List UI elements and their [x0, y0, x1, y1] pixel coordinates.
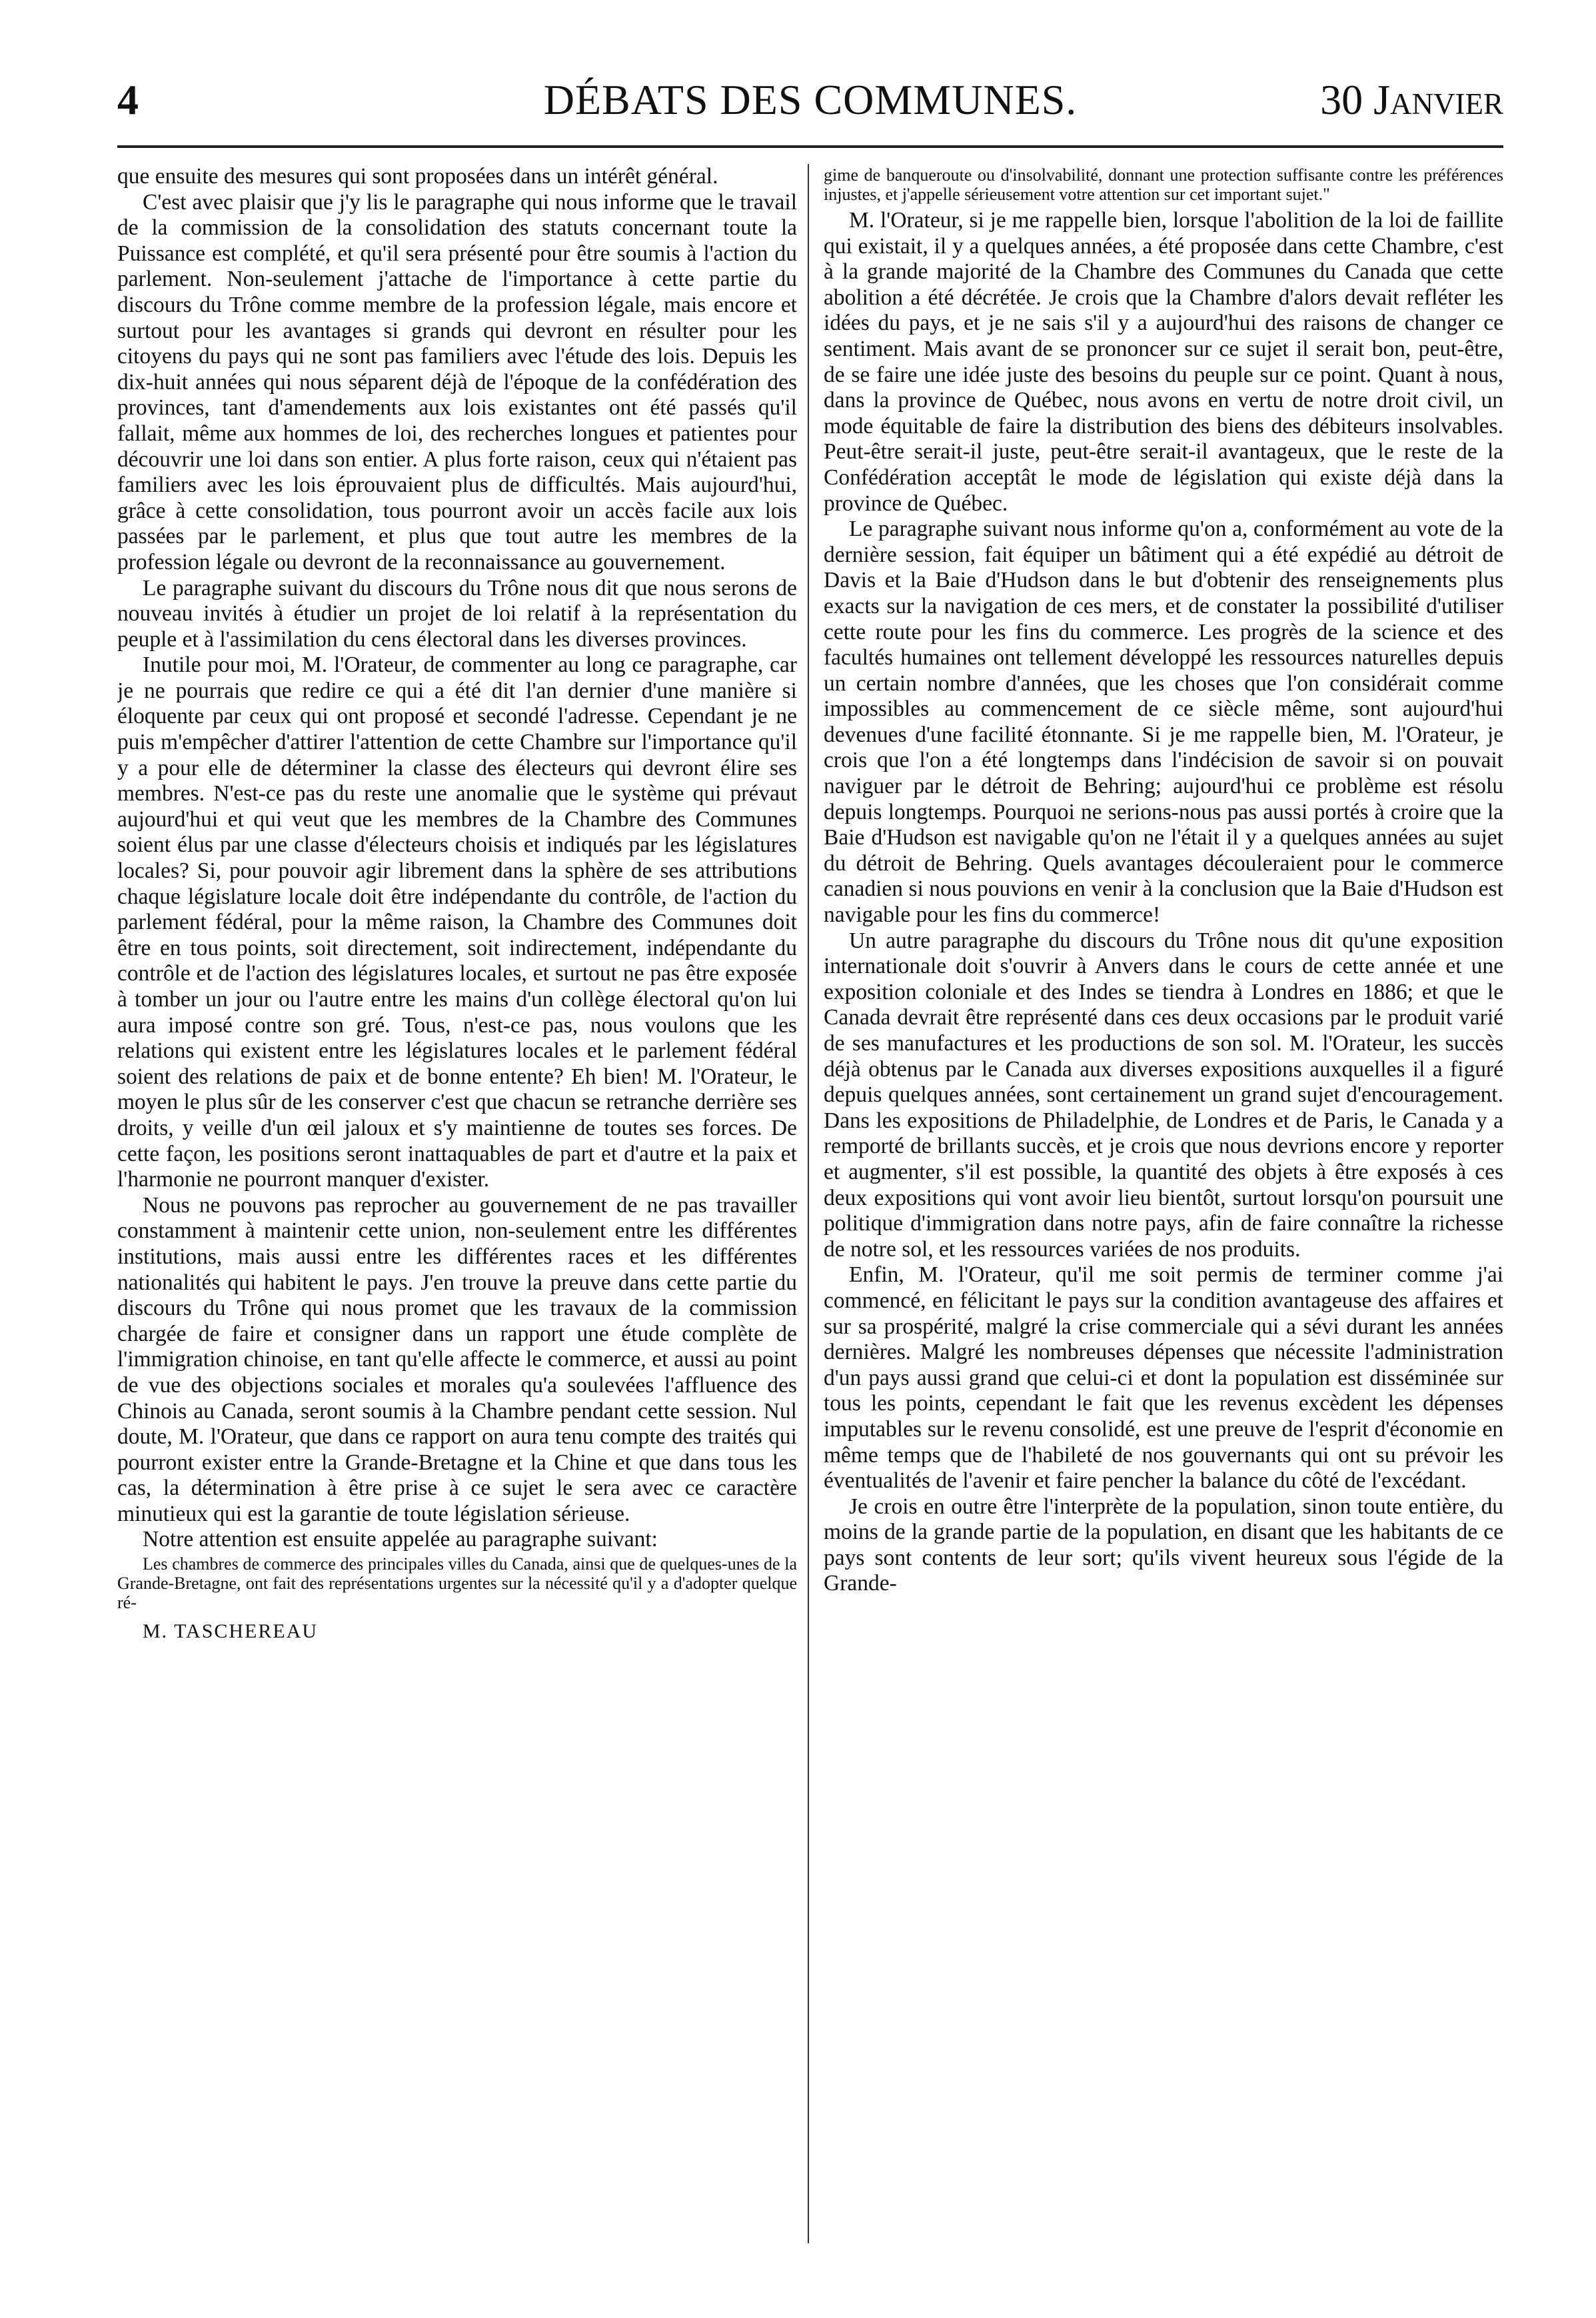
left-column	[117, 164, 797, 2270]
paragraph: que ensuite des mesures qui sont proposées dans un intérêt général.	[117, 164, 718, 189]
paragraph: Inutile pour moi, M. l'Orateur, de commenter au long ce paragraphe, car je ne pourrais que redire ce qui a été dit l'an dernier d'une manière si éloquente par ceux qui ont proposé et secondé l'adresse. Cependant je ne puis m'empêcher d'attirer l'attention de cette Chambre sur l'importance qu'il y a pour elle de déterminer la classe des électeurs qui devront élire ses membres. N'est-ce pas du reste une anomalie que le système qui prévaut aujourd'hui et qui veut que les membres de la Chambre des Communes soient élus par une classe d'électeurs choisis et indiqués par les législatures locales? Si, pour pouvoir agir librement dans la sphère de ses attributions chaque législature locale doit être indépendante du contrôle, de l'action du parlement fédéral, pour la même raison, la Chambre des Communes doit être en tous points, soit directement, soit indirectement, indépendante du contrôle et de l'action des législatures locales, et surtout ne pas être exposée à tomber un jour ou l'autre entre les mains d'un collège électoral qu'on lui aura imposé contre son gré. Tous, n'est-ce pas, nous voulons que les relations qui existent entre les législatures locales et le parlement fédéral soient des relations de paix et de bonne entente? Eh bien! M. l'Orateur, le moyen le plus sûr de les conserver c'est que chacun se retranche derrière ses droits, y veille d'un œil jaloux et s'y maintienne de toutes ses forces. De cette façon, les positions seront inattaquables de part et d'autre et la paix et l'harmonie ne pourront manquer d'exister.	[117, 652, 797, 1192]
page-header	[117, 76, 1503, 132]
right-column	[824, 164, 1503, 2270]
page-number: 4	[117, 76, 139, 123]
paragraph: Je crois en outre être l'interprète de la population, sinon toute entière, du moins de la grande partie de la population, en disant que les habitants de ce pays sont contents de leur sort; qu'ils vivent heureux sous l'égide de la Grande-	[824, 1494, 1503, 1596]
paragraph: C'est avec plaisir que j'y lis le paragraphe qui nous informe que le travail de la commission de la consolidation des statuts concernant toute la Puissance est complété, et qu'il sera présenté pour être soumis à l'action du parlement. Non-seulement j'attache de l'importance à cette partie du discours du Trône comme membre de la profession légale, mais encore et surtout pour les avantages si grands qui devront en résulter pour les citoyens du pays qui ne sont pas familiers avec l'étude des lois. Depuis les dix-huit années qui nous séparent déjà de l'époque de la confédération des provinces, tant d'amendements aux lois existantes ont été passés qu'il fallait, même aux hommes de loi, des recherches longues et patientes pour découvrir une loi dans son entier. A plus forte raison, ceux qui n'étaient pas familiers avec les lois éprouvaient plus de difficultés. Mais aujourd'hui, grâce à cette consolidation, tous pourront avoir un accès facile aux lois passées par le parlement, et plus que tout autre les membres de la profession légale ou devront de la reconnaissance au gouvernement.	[117, 189, 797, 575]
paragraph: Un autre paragraphe du discours du Trône nous dit qu'une exposition internationale doit s'ouvrir à Anvers dans le cours de cette année et une exposition coloniale et des Indes se tiendra à Londres en 1886; et que le Canada devrait être représenté dans ces deux occasions par le produit varié de ses manufactures et les productions de son sol. M. l'Orateur, les succès déjà obtenus par le Canada aux diverses expositions auxquelles il a figuré depuis quelques années, sont certainement un grand sujet d'encouragement. Dans les expositions de Philadelphie, de Londres et de Paris, le Canada y a remporté de brillants succès, et je crois que nous devrions encore y reporter et augmenter, s'il est possible, la quantité des objets à être exposés à ces deux expositions qui vont avoir lieu bientôt, surtout lorsqu'on poursuit une politique d'immigration dans notre pays, afin de faire connaître la richesse de notre sol, et les ressources variées de nos produits.	[824, 928, 1503, 1262]
running-title: DÉBATS DES COMMUNES.	[543, 76, 1078, 123]
paragraph: M. l'Orateur, si je me rappelle bien, lorsque l'abolition de la loi de faillite qui existait, il y a quelques années, a été proposée dans cette Chambre, c'est à la grande majorité de la Chambre des Communes du Canada que cette abolition a été décrétée. Je crois que la Chambre d'alors devait refléter les idées du pays, et je ne sais s'il y a aujourd'hui des raisons de changer ce sentiment. Mais avant de se prononcer sur ce sujet il serait bon, peut-être, de se faire une idée juste des besoins du peuple sur ce point. Quant à nous, dans la province de Québec, nous avons en vertu de notre droit civil, un mode équitable de faire la distribution des biens des débiteurs insolvables. Peut-être serait-il juste, peut-être serait-il avantageux, que le reste de la Confédération acceptât le mode de législation qui existe déjà dans la province de Québec.	[824, 208, 1503, 516]
paragraph: Le paragraphe suivant du discours du Trône nous dit que nous serons de nouveau invités à étudier un projet de loi relatif à la représentation du peuple et à l'assimilation du cens électoral dans les diverses provinces.	[117, 575, 797, 652]
running-date: 30 Janvier	[1320, 76, 1503, 123]
paragraph: Le paragraphe suivant nous informe qu'on a, conformément au vote de la dernière session, fait équiper un bâtiment qui a été expédié au détroit de Davis et la Baie d'Hudson dans le but d'obtenir des renseignements plus exacts sur la navigation de ces mers, et de constater la possibilité d'utiliser cette route pour les fins du commerce. Les progrès de la science et des facultés humaines ont tellement développé les ressources naturelles depuis un certain nombre d'années, que les choses que l'on considérait comme impossibles au commencement de ce siècle même, sont aujourd'hui devenues d'une facilité étonnante. Si je me rappelle bien, M. l'Orateur, je crois que l'on a été longtemps dans l'indécision de savoir si on pouvait naviguer par le détroit de Behring; aujourd'hui ce problème est résolu depuis longtemps. Pourquoi ne serions-nous pas aussi portés à croire que la Baie d'Hudson est navigable qu'on ne l'était il y a quelques années au sujet du détroit de Behring. Quels avantages découleraient pour le commerce canadien si nous pouvions en venir à la conclusion que la Baie d'Hudson est navigable pour les fins du commerce!	[824, 517, 1503, 928]
quoted-passage: Les chambres de commerce des principales villes du Canada, ainsi que de quelques-unes de la Grande-Bretagne, ont fait des représentations urgentes sur la nécessité qu'il y a d'adopter quelque ré-	[117, 1554, 797, 1613]
header-rule	[117, 145, 1503, 148]
quoted-passage: gime de banqueroute ou d'insolvabilité, donnant une protection suffisante contre les préférences injustes, et j'appelle sérieusement votre attention sur cet important sujet."	[824, 165, 1503, 204]
speaker-name: M. TASCHEREAU	[143, 1620, 319, 1643]
column-divider	[808, 164, 809, 2243]
paragraph: Nous ne pouvons pas reprocher au gouvernement de ne pas travailler constamment à maintenir cette union, non-seulement entre les différentes institutions, mais aussi entre les différentes races et les différentes nationalités qui habitent le pays. J'en trouve la preuve dans cette partie du discours du Trône qui nous promet que les travaux de la commission chargée de faire et consigner dans un rapport une étude complète de l'immigration chinoise, en tant qu'elle affecte le commerce, et aussi au point de vue des objections sociales et morales qu'a soulevées l'affluence des Chinois au Canada, seront soumis à la Chambre pendant cette session. Nul doute, M. l'Orateur, que dans ce rapport on aura tenu compte des traités qui pourront exister entre la Grande-Bretagne et la Chine et que dans tous les cas, la détermination à être prise à ce sujet le sera avec ce caractère minutieux qui est la garantie de toute législation sérieuse.	[117, 1192, 797, 1526]
paragraph: Enfin, M. l'Orateur, qu'il me soit permis de terminer comme j'ai commencé, en félicitant le pays sur la condition avantageuse des affaires et sur sa prospérité, malgré la crise commerciale qui a sévi durant les années dernières. Malgré les nombreuses dépenses que nécessite l'administration d'un pays aussi grand que celui-ci et dont la population est disséminée sur tous les points, cependant le fait que les revenus excèdent les dépenses imputables sur le revenu consolidé, est une preuve de l'esprit d'économie en même temps que de l'habileté de nos gouvernants qui ont su prévoir les éventualités de l'avenir et faire pencher la balance du côté de l'excédant.	[824, 1262, 1503, 1494]
paragraph: Notre attention est ensuite appelée au paragraphe suivant:	[143, 1527, 658, 1552]
